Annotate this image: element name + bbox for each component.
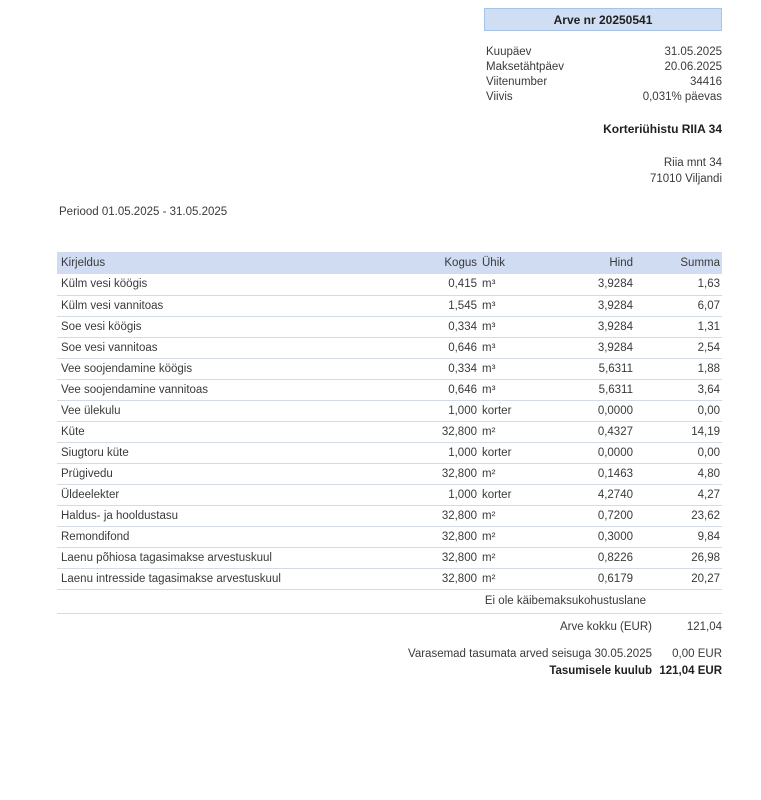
row-sum: 1,63: [633, 274, 722, 295]
row-description: Laenu põhiosa tagasimakse arvestuskuul: [57, 547, 420, 568]
late-fee-label: Viivis: [486, 91, 513, 103]
row-quantity: 1,545: [420, 295, 477, 316]
recipient-name: Korteriühistu RIIA 34: [603, 122, 722, 136]
due-date-value: 20.06.2025: [664, 61, 722, 73]
row-unit: korter: [477, 442, 572, 463]
row-quantity: 0,415: [420, 274, 477, 295]
amount-due-row: [57, 665, 722, 677]
row-description: Vee ülekulu: [57, 400, 420, 421]
row-quantity: 1,000: [420, 484, 477, 505]
row-sum: 3,64: [633, 379, 722, 400]
previous-balance-row: [57, 648, 722, 660]
row-description: Küte: [57, 421, 420, 442]
table-row: [57, 337, 722, 358]
invoice-meta: [486, 45, 722, 105]
row-price: 0,7200: [572, 505, 633, 526]
invoice-number-header: [484, 8, 722, 31]
charges-table-body: [57, 274, 722, 589]
invoice-number-title: Arve nr 20250541: [553, 12, 653, 27]
invoice-total-row: [57, 614, 722, 633]
row-sum: 4,27: [633, 484, 722, 505]
row-unit: m²: [477, 568, 572, 589]
row-price: 3,9284: [572, 316, 633, 337]
row-unit: m³: [477, 379, 572, 400]
row-price: 0,8226: [572, 547, 633, 568]
row-unit: m²: [477, 547, 572, 568]
row-quantity: 32,800: [420, 526, 477, 547]
row-price: 0,0000: [572, 400, 633, 421]
row-description: Vee soojendamine köögis: [57, 358, 420, 379]
invoice-date-label: Kuupäev: [486, 46, 532, 58]
row-description: Külm vesi köögis: [57, 274, 420, 295]
reference-number-row: [486, 75, 722, 90]
row-unit: m²: [477, 463, 572, 484]
row-price: 4,2740: [572, 484, 633, 505]
row-description: Laenu intresside tagasimakse arvestuskuul: [57, 568, 420, 589]
table-row: [57, 568, 722, 589]
charges-table: [57, 252, 722, 590]
row-price: 5,6311: [572, 358, 633, 379]
col-header-kirjeldus: Kirjeldus: [57, 252, 420, 274]
row-description: Üldeelekter: [57, 484, 420, 505]
row-unit: m³: [477, 316, 572, 337]
row-sum: 1,31: [633, 316, 722, 337]
row-price: 5,6311: [572, 379, 633, 400]
row-price: 3,9284: [572, 337, 633, 358]
row-unit: m²: [477, 505, 572, 526]
table-row: [57, 547, 722, 568]
row-sum: 1,88: [633, 358, 722, 379]
row-sum: 14,19: [633, 421, 722, 442]
row-price: 0,4327: [572, 421, 633, 442]
reference-number-label: Viitenumber: [486, 76, 548, 88]
row-description: Külm vesi vannitoas: [57, 295, 420, 316]
row-sum: 23,62: [633, 505, 722, 526]
reference-number-value: 34416: [690, 76, 722, 88]
table-row: [57, 400, 722, 421]
table-row: [57, 316, 722, 337]
row-price: 0,3000: [572, 526, 633, 547]
row-quantity: 0,334: [420, 358, 477, 379]
invoice-total-value: 121,04: [686, 620, 722, 633]
table-row: [57, 379, 722, 400]
row-sum: 6,07: [633, 295, 722, 316]
row-description: Soe vesi köögis: [57, 316, 420, 337]
table-row: [57, 442, 722, 463]
row-unit: m³: [477, 358, 572, 379]
row-sum: 4,80: [633, 463, 722, 484]
table-row: [57, 526, 722, 547]
row-sum: 0,00: [633, 400, 722, 421]
amount-due-value: 121,04 EUR: [659, 664, 722, 677]
row-description: Soe vesi vannitoas: [57, 337, 420, 358]
row-sum: 0,00: [633, 442, 722, 463]
recipient-address: [650, 156, 722, 187]
row-unit: korter: [477, 484, 572, 505]
col-header-summa: Summa: [633, 252, 722, 274]
previous-balance-value: 0,00 EUR: [672, 647, 722, 660]
row-quantity: 32,800: [420, 568, 477, 589]
row-description: Prügivedu: [57, 463, 420, 484]
table-row: [57, 484, 722, 505]
table-row: [57, 358, 722, 379]
table-row: [57, 505, 722, 526]
table-row: [57, 463, 722, 484]
row-sum: 20,27: [633, 568, 722, 589]
row-quantity: 32,800: [420, 421, 477, 442]
row-unit: m³: [477, 295, 572, 316]
amount-due-label: Tasumisele kuulub: [549, 664, 652, 677]
address-line-street: Riia mnt 34: [663, 157, 722, 169]
invoice-date-value: 31.05.2025: [664, 46, 722, 58]
row-sum: 2,54: [633, 337, 722, 358]
previous-balance-label: Varasemad tasumata arved seisuga 30.05.2025: [408, 647, 652, 660]
col-header-uhik: Ühik: [477, 252, 572, 274]
row-price: 0,6179: [572, 568, 633, 589]
row-unit: m³: [477, 337, 572, 358]
col-header-hind: Hind: [572, 252, 633, 274]
invoice-total-label: Arve kokku (EUR): [559, 620, 652, 633]
charges-section: [57, 252, 722, 677]
row-quantity: 1,000: [420, 400, 477, 421]
row-sum: 9,84: [633, 526, 722, 547]
row-quantity: 1,000: [420, 442, 477, 463]
row-unit: m²: [477, 421, 572, 442]
row-description: Remondifond: [57, 526, 420, 547]
due-date-row: [486, 60, 722, 75]
row-quantity: 32,800: [420, 463, 477, 484]
late-fee-row: [486, 90, 722, 105]
row-quantity: 0,646: [420, 379, 477, 400]
row-description: Haldus- ja hooldustasu: [57, 505, 420, 526]
row-sum: 26,98: [633, 547, 722, 568]
due-date-label: Maksetähtpäev: [486, 61, 564, 73]
col-header-kogus: Kogus: [420, 252, 477, 274]
late-fee-value: 0,031% päevas: [642, 91, 722, 103]
row-price: 0,0000: [572, 442, 633, 463]
charges-table-header: [57, 252, 722, 274]
row-price: 0,1463: [572, 463, 633, 484]
row-unit: korter: [477, 400, 572, 421]
vat-exemption-note: Ei ole käibemaksukohustuslane: [57, 590, 722, 614]
row-quantity: 0,334: [420, 316, 477, 337]
table-row: [57, 274, 722, 295]
row-price: 3,9284: [572, 295, 633, 316]
billing-period: Periood 01.05.2025 - 31.05.2025: [59, 206, 228, 218]
row-quantity: 32,800: [420, 547, 477, 568]
table-row: [57, 421, 722, 442]
table-row: [57, 295, 722, 316]
row-unit: m³: [477, 274, 572, 295]
row-unit: m²: [477, 526, 572, 547]
row-quantity: 32,800: [420, 505, 477, 526]
row-description: Siugtoru küte: [57, 442, 420, 463]
address-line-city: 71010 Viljandi: [649, 172, 722, 185]
row-price: 3,9284: [572, 274, 633, 295]
row-quantity: 0,646: [420, 337, 477, 358]
invoice-date-row: [486, 45, 722, 60]
row-description: Vee soojendamine vannitoas: [57, 379, 420, 400]
